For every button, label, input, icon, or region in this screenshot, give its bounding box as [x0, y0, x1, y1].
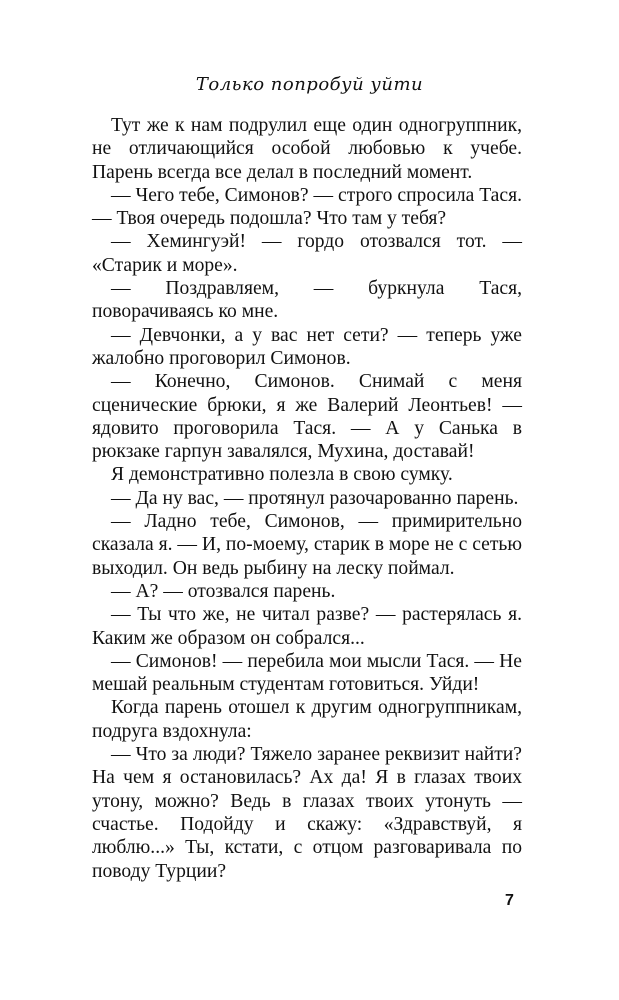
body-text: [92, 114, 522, 883]
paragraph: — Конечно, Симонов. Снимай с меня сценические брюки, я же Валерий Леонтьев! — ядовито проговорила Тася. — А у Санька в рюкзаке гарпун завалялся, Мухина, доставай!: [92, 371, 522, 463]
paragraph: — Чего тебе, Симонов? — строго спросила Тася. — Твоя очередь подошла? Что там у тебя?: [92, 184, 522, 230]
paragraph: Я демонстративно полезла в свою сумку.: [111, 464, 453, 486]
page-number: 7: [505, 892, 514, 909]
paragraph: — Ты что же, не читал разве? — растерялась я. Каким же образом он собрался...: [92, 604, 522, 649]
paragraph: — Поздравляем, — буркнула Тася, поворачиваясь ко мне.: [92, 278, 522, 323]
paragraph: — Что за люди? Тяжело заранее реквизит найти? На чем я остановилась? Ах да! Я в глазах твоих утону, можно? Ведь в глазах твоих утонуть — счастье. Подойду и скажу: «Здравствуй, я люблю...» Ты, кстати, с отцом разговаривала по поводу Турции?: [92, 744, 522, 882]
paragraph: — Ладно тебе, Симонов, — примирительно сказала я. — И, по-моему, старик в море не с сетью выходил. Он ведь рыбину на леску поймал.: [92, 511, 522, 579]
paragraph: Тут же к нам подрулил еще один одногруппник, не отличающийся особой любовью к учебе. Парень всегда все делал в последний момент.: [92, 115, 522, 183]
running-head: Только попробуй уйти: [195, 74, 424, 95]
paragraph: — Хемингуэй! — гордо отозвался тот. — «Старик и море».: [92, 231, 522, 276]
paragraph: — Симонов! — перебила мои мысли Тася. — Не мешай реальным студентам готовиться. Уйди!: [92, 650, 522, 696]
paragraph: Когда парень отошел к другим одногруппникам, подруга вздохнула:: [92, 697, 522, 742]
paragraph: — Девчонки, а у вас нет сети? — теперь уже жалобно проговорил Симонов.: [92, 324, 522, 369]
paragraph: — А? — отозвался парень.: [111, 580, 336, 602]
paragraph: — Да ну вас, — протянул разочарованно парень.: [111, 487, 519, 509]
